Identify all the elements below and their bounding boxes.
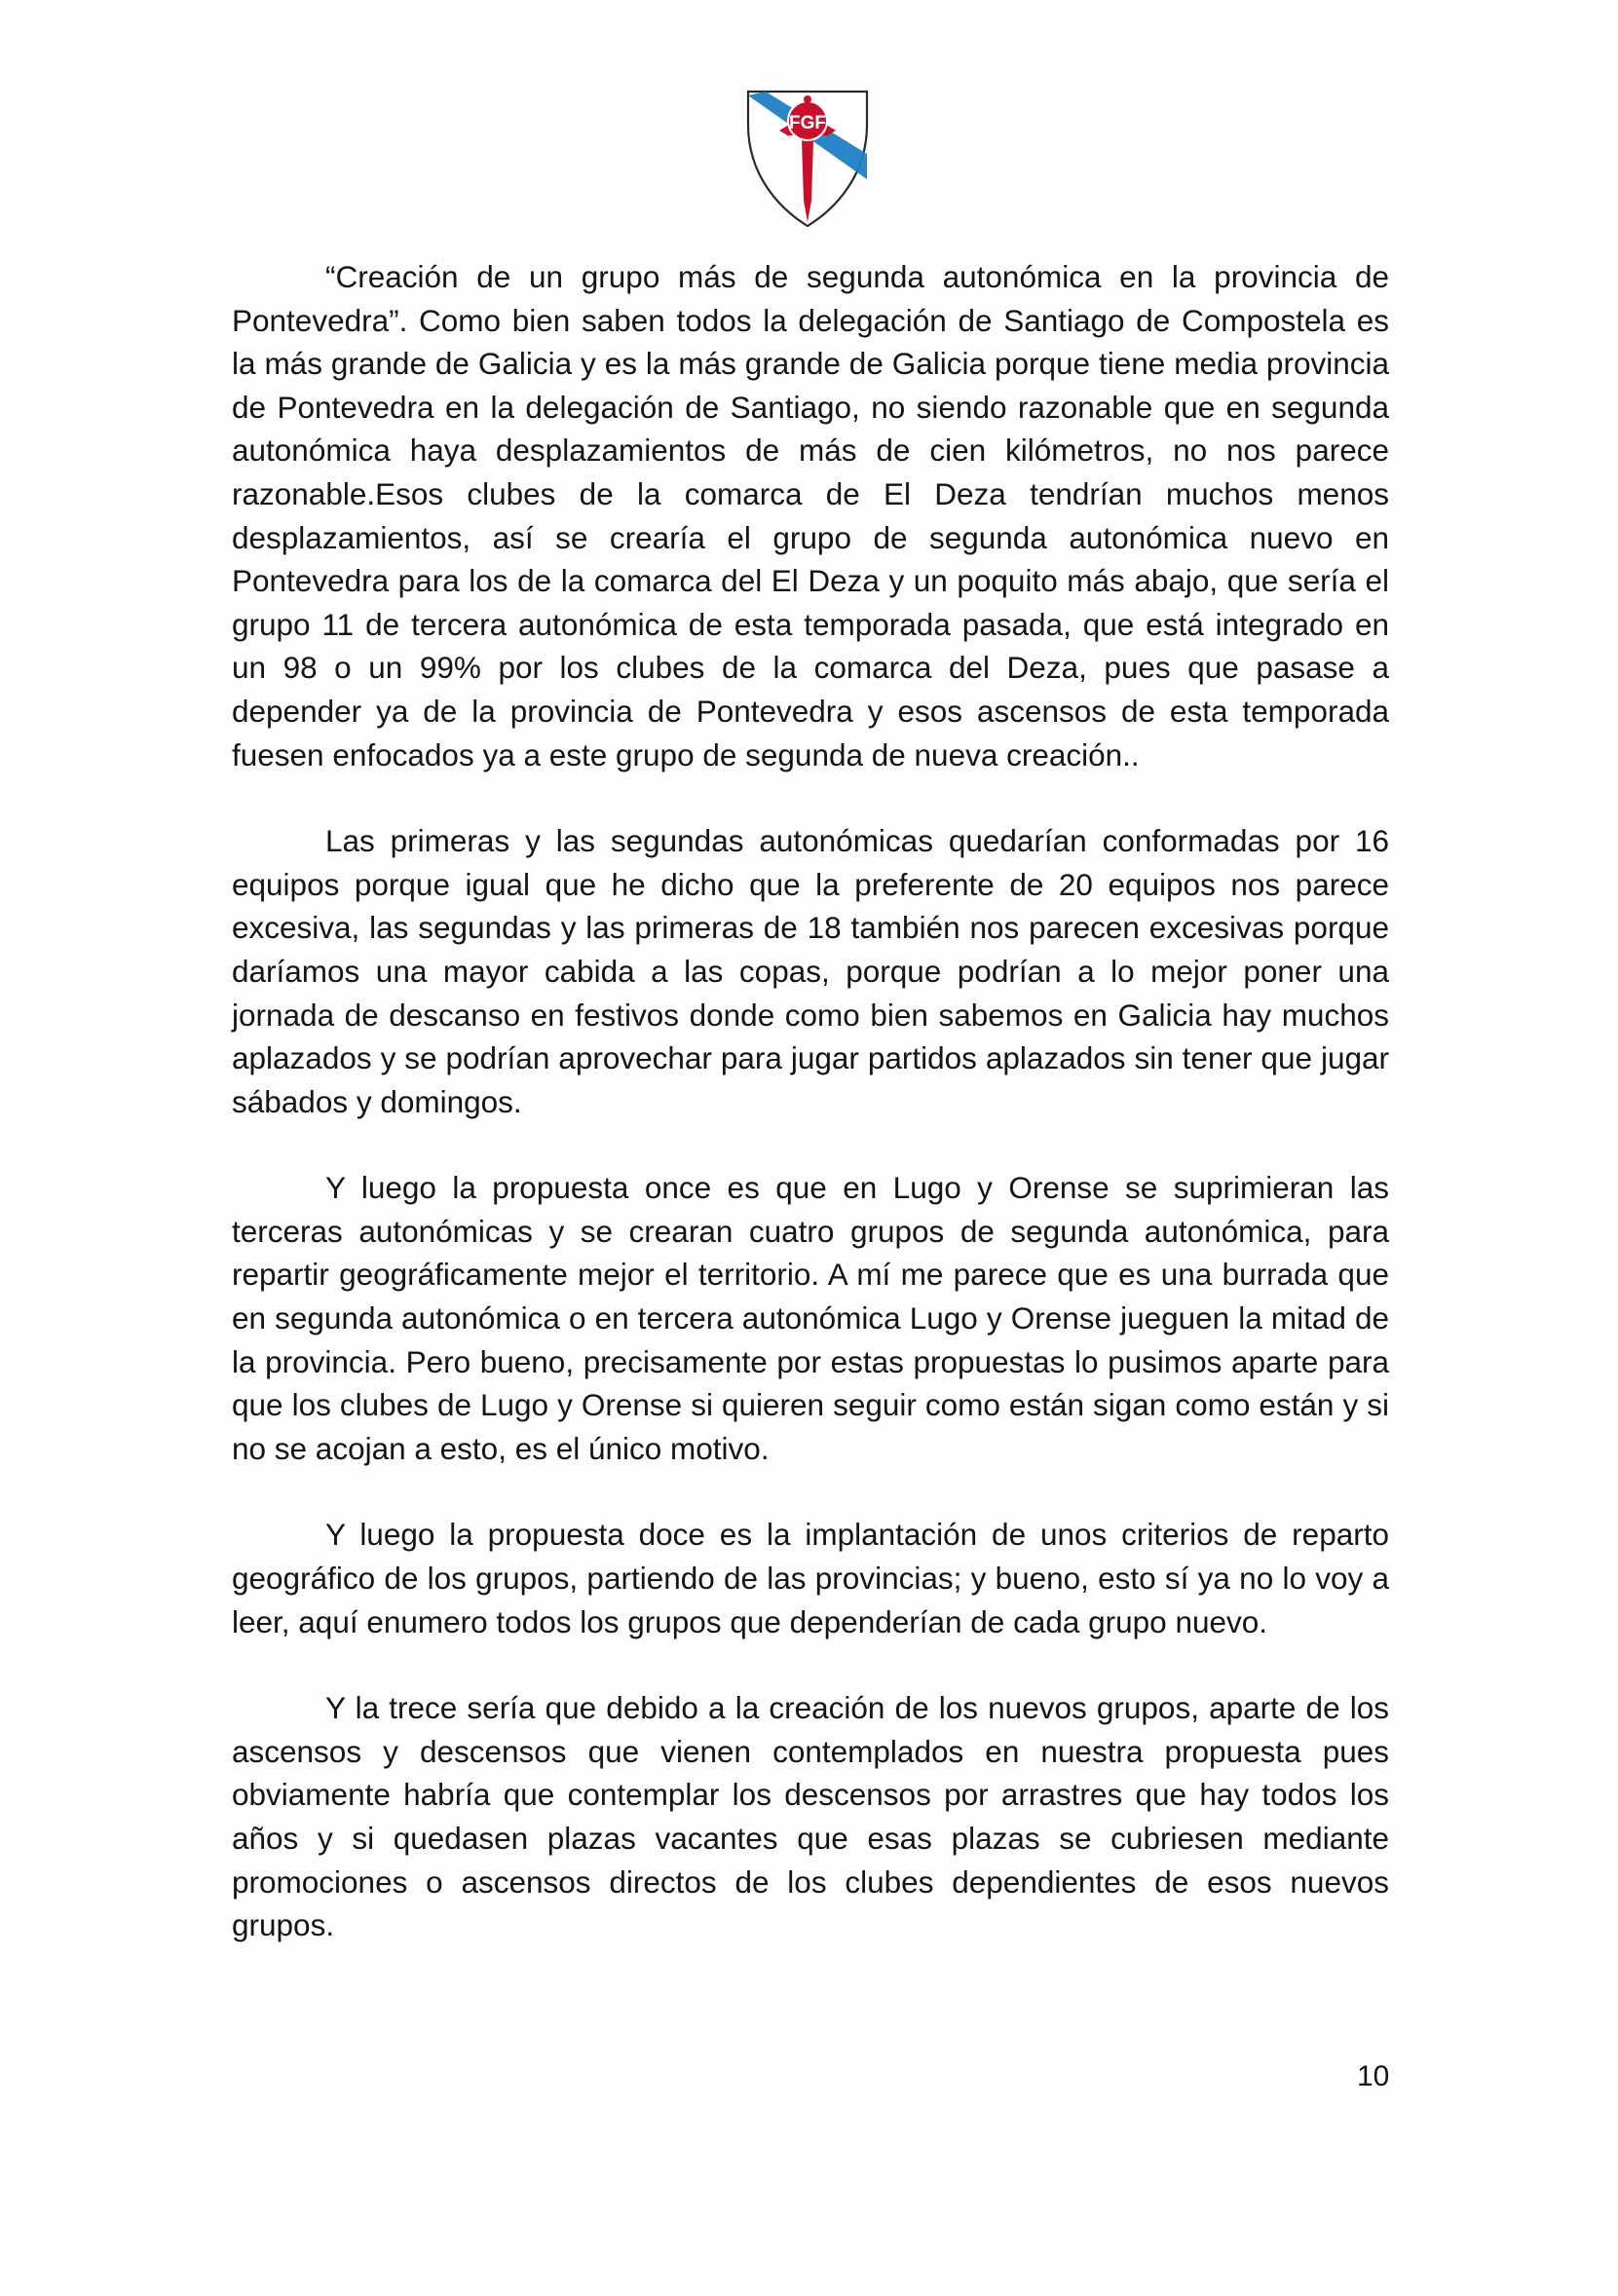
document-body — [232, 255, 1389, 1990]
paragraph-5: Y la trece sería que debido a la creación de los nuevos grupos, aparte de los ascensos y descensos que vienen contemplados en nuestra propuesta pues obviamente habría que contemplar los descensos por arrastres que hay todos los años y si quedasen plazas vacantes que esas plazas se cubriesen mediante promociones o ascensos directos de los clubes dependientes de esos nuevos grupos. — [232, 1690, 1389, 1943]
paragraph-4: Y luego la propuesta doce es la implantación de unos criterios de reparto geográfico de los grupos, partiendo de las provincias; y bueno, esto sí ya no lo voy a leer, aquí enumero todos los grupos que dependerían de cada grupo nuevo. — [232, 1517, 1389, 1639]
crest-top-knob — [804, 95, 811, 103]
crest-shield-icon — [744, 86, 871, 230]
crest-monogram: FGF — [789, 113, 826, 133]
page-number: 10 — [1357, 2060, 1390, 2092]
fgf-crest-logo — [744, 86, 871, 230]
paragraph-1: “Creación de un grupo más de segunda autonómica en la provincia de Pontevedra”. Como bien saben todos la delegación de Santiago de Compostela es la más grande de Galicia y es la más grande de Galicia porque tiene media provincia de Pontevedra en la delegación de Santiago, no siendo razonable que en segunda autonómica haya desplazamientos de más de cien kilómetros, no nos parece razonable.Esos clubes de la comarca de El Deza tendrían muchos menos desplazamientos, así se crearía el grupo de segunda autonómica nuevo en Pontevedra para los de la comarca del El Deza y un poquito más abajo, que sería el grupo 11 de tercera autonómica de esta temporada pasada, que está integrado en un 98 o un 99% por los clubes de la comarca del Deza, pues que pasase a depender ya de la provincia de Pontevedra y esos ascensos de esta temporada fuesen enfocados ya a este grupo de segunda de nueva creación.. — [232, 259, 1389, 772]
paragraph-2: Las primeras y las segundas autonómicas quedarían conformadas por 16 equipos porque igual que he dicho que la preferente de 20 equipos nos parece excesiva, las segundas y las primeras de 18 también nos parecen excesivas porque daríamos una mayor cabida a las copas, porque podrían a lo mejor poner una jornada de descanso en festivos donde como bien sabemos en Galicia hay muchos aplazados y se podrían aprovechar para jugar partidos aplazados sin tener que jugar sábados y domingos. — [232, 823, 1389, 1119]
paragraph-3: Y luego la propuesta once es que en Lugo y Orense se suprimieran las terceras autonómicas y se crearan cuatro grupos de segunda autonómica, para repartir geográficamente mejor el territorio. A mí me parece que es una burrada que en segunda autonómica o en tercera autonómica Lugo y Orense jueguen la mitad de la provincia. Pero bueno, precisamente por estas propuestas lo pusimos aparte para que los clubes de Lugo y Orense si quieren seguir como están sigan como están y si no se acojan a esto, es el único motivo. — [232, 1170, 1389, 1466]
